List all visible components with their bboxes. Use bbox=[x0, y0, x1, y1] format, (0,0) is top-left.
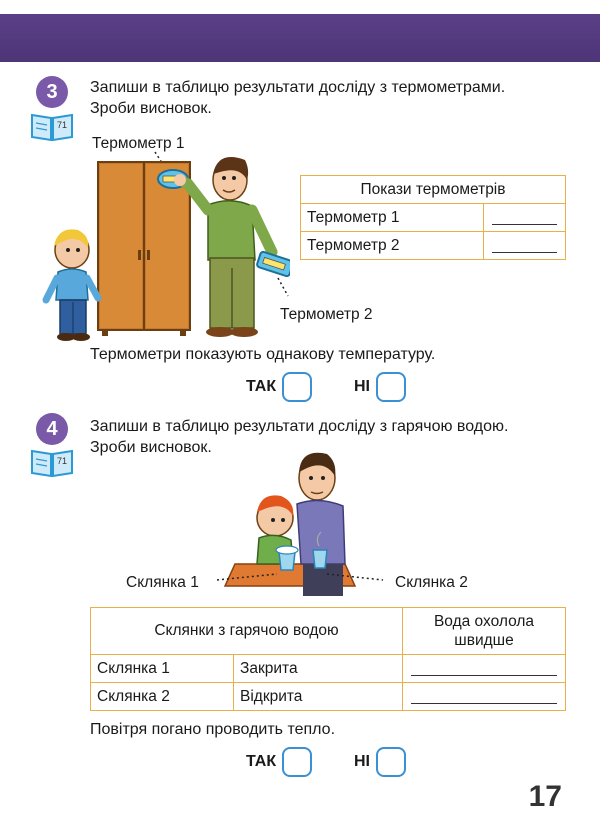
task4-instruction-line1: Запиши в таблицю результати досліду з гарячою водою. bbox=[90, 418, 509, 435]
row-label: Термометр 1 bbox=[301, 204, 484, 232]
table-header: Вода охолола швидше bbox=[403, 608, 566, 655]
table-row bbox=[301, 204, 566, 232]
book-ref: 71 bbox=[57, 456, 68, 466]
no-checkbox[interactable] bbox=[376, 747, 406, 777]
glass-state: Відкрита bbox=[234, 683, 403, 711]
answer-cell[interactable] bbox=[403, 683, 566, 711]
hot-water-experiment-illustration bbox=[215, 446, 385, 598]
book-icon bbox=[30, 446, 74, 478]
header-band bbox=[0, 14, 600, 62]
row-label: Термометр 2 bbox=[301, 232, 484, 260]
task3-instruction-line1: Запиши в таблицю результати досліду з термометрами. bbox=[90, 79, 506, 96]
task3-instruction bbox=[90, 77, 580, 119]
task3-instruction-line2: Зроби висновок. bbox=[90, 100, 212, 117]
answer-cell[interactable] bbox=[484, 204, 566, 232]
label-thermometer-1: Термометр 1 bbox=[92, 135, 185, 152]
hot-water-results-table bbox=[90, 607, 566, 711]
table-row bbox=[91, 655, 566, 683]
no-label: НІ bbox=[354, 378, 370, 395]
table-row bbox=[301, 232, 566, 260]
table-row bbox=[91, 683, 566, 711]
answer-cell[interactable] bbox=[403, 655, 566, 683]
task-number-badge: 4 bbox=[36, 413, 68, 445]
task3-no-option bbox=[354, 372, 406, 402]
glass-name: Склянка 2 bbox=[91, 683, 234, 711]
book-ref: 71 bbox=[57, 120, 68, 130]
task3-yes-option bbox=[246, 372, 312, 402]
glass-state: Закрита bbox=[234, 655, 403, 683]
task4-statement: Повітря погано проводить тепло. bbox=[90, 721, 336, 738]
yes-checkbox[interactable] bbox=[282, 747, 312, 777]
no-checkbox[interactable] bbox=[376, 372, 406, 402]
task3-statement: Термометри показують однакову температуру. bbox=[90, 346, 436, 363]
label-glass-1: Склянка 1 bbox=[126, 574, 199, 591]
yes-label: ТАК bbox=[246, 753, 277, 770]
table-header: Склянки з гарячою водою bbox=[91, 608, 403, 655]
book-icon bbox=[30, 110, 74, 142]
task4-yes-option bbox=[246, 747, 312, 777]
task-number-badge: 3 bbox=[36, 76, 68, 108]
no-label: НІ bbox=[354, 753, 370, 770]
page-number: 17 bbox=[528, 780, 562, 813]
yes-label: ТАК bbox=[246, 378, 277, 395]
table-header: Покази термометрів bbox=[301, 176, 566, 204]
label-thermometer-2: Термометр 2 bbox=[280, 306, 373, 323]
task4-instruction-line2: Зроби висновок. bbox=[90, 439, 212, 456]
thermometer-readings-table bbox=[300, 175, 566, 260]
thermometer-experiment-illustration bbox=[40, 150, 290, 345]
glass-name: Склянка 1 bbox=[91, 655, 234, 683]
yes-checkbox[interactable] bbox=[282, 372, 312, 402]
task4-no-option bbox=[354, 747, 406, 777]
label-glass-2: Склянка 2 bbox=[395, 574, 468, 591]
answer-cell[interactable] bbox=[484, 232, 566, 260]
